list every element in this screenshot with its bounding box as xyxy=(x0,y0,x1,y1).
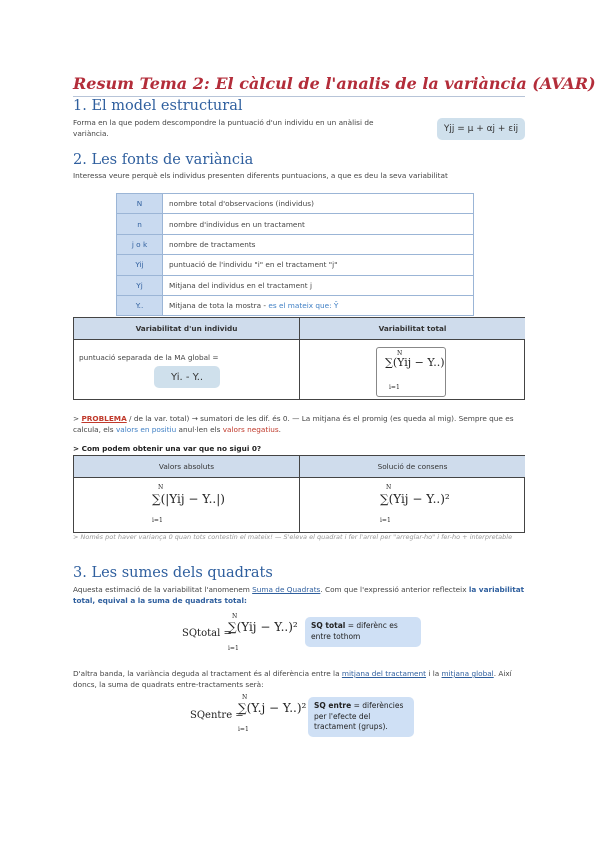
page-title: Resum Tema 2: El càlcul de l'analis de la variància (AVAR) xyxy=(73,74,596,93)
section3-paragraph1 xyxy=(73,584,525,606)
col-header-absolute: Valors absoluts xyxy=(74,456,299,478)
sq-entre-label: SQentre = xyxy=(190,710,244,721)
sum-upper-limit: N xyxy=(158,484,164,491)
meaning-cell: Mitjana del individus en el tractament j xyxy=(163,275,474,295)
sum-lower-limit: i=1 xyxy=(228,645,239,652)
sq-total-note xyxy=(305,617,421,647)
sum-lower-limit: i=1 xyxy=(380,517,391,524)
symbol-cell: Y.. xyxy=(117,295,163,315)
individual-text: puntuació separada de la MA global = xyxy=(79,353,219,362)
section2-heading: 2. Les fonts de variància xyxy=(73,152,254,168)
meaning-cell: nombre total d'observacions (individus) xyxy=(163,194,474,214)
symbol-cell: N xyxy=(117,194,163,214)
meaning-text: Mitjana de tota la mostra - xyxy=(169,301,269,311)
sum-of-squares-link[interactable]: Suma de Quadrats xyxy=(252,585,321,594)
problem-prefix: > xyxy=(73,414,82,423)
problem-word: PROBLEMA xyxy=(81,414,127,423)
sq-entre-formula: ∑(Y.j − Y..)² xyxy=(238,701,307,715)
table-row xyxy=(117,214,474,234)
sum-lower-limit: i=1 xyxy=(152,517,163,524)
positive-values: valors en positiu xyxy=(115,425,177,434)
negative-values: valors negatius xyxy=(222,425,279,434)
symbol-cell: Yij xyxy=(117,255,163,275)
col-header-consensus: Solució de consens xyxy=(300,456,525,478)
problem-text2: anul·len els xyxy=(176,425,223,434)
table-row xyxy=(117,234,474,254)
note-text: = diferències per l'efecte del tractament (grups). xyxy=(314,701,404,731)
sum-lower-limit: i=1 xyxy=(238,726,249,733)
treatment-mean-link[interactable]: mitjana del tractament xyxy=(341,669,427,678)
question-text: > Com podem obtenir una var que no sigui 0? xyxy=(73,444,262,453)
meaning-cell xyxy=(163,295,474,315)
definitions-table xyxy=(116,193,474,316)
p2-text-b: i la xyxy=(426,669,442,678)
column-divider xyxy=(299,318,300,399)
consensus-formula: ∑(Yij − Y..)² xyxy=(380,492,450,506)
symbol-cell: j o k xyxy=(117,234,163,254)
absolute-values-formula: ∑(|Yij − Y..|) xyxy=(152,492,225,506)
meaning-cell: nombre de tractaments xyxy=(163,234,474,254)
total-formula-box xyxy=(376,347,446,397)
solutions-table xyxy=(73,455,525,533)
note-text: = diferènc es entre tothom xyxy=(311,621,398,641)
p2-text-a: D'altra banda, la variància deguda al tractament és al diferència entre la xyxy=(73,669,342,678)
note-bold: SQ entre xyxy=(314,701,352,710)
symbol-cell: Yj xyxy=(117,275,163,295)
problem-text1: de la var. total) → sumatori de les dif. és 0. — La mitjana és el promig (es queda al mig). Sempre que es calcula, els xyxy=(73,414,514,434)
structural-model-formula: Yjj = μ + αj + εij xyxy=(437,118,525,140)
sum-lower-limit: i=1 xyxy=(389,384,400,391)
table-row xyxy=(117,194,474,214)
problem-paragraph xyxy=(73,413,525,435)
col-header-total: Variabilitat total xyxy=(300,318,525,340)
section3-paragraph2 xyxy=(73,668,525,690)
column-divider xyxy=(299,456,300,532)
sq-total-formula: ∑(Yij − Y..)² xyxy=(228,620,298,634)
sq-entre-note xyxy=(308,697,414,737)
p1-text-a: Aquesta estimació de la variabilitat l'anomenem xyxy=(73,585,253,594)
sq-total-label: SQtotal = xyxy=(182,628,232,639)
note-bold: SQ total xyxy=(311,621,346,630)
table-row xyxy=(117,255,474,275)
meaning-highlight: es el mateix que: Ȳ xyxy=(268,301,339,311)
sum-upper-limit: N xyxy=(232,613,238,620)
p2-text-c: . Així doncs, la suma de quadrats entre-tractaments serà: xyxy=(73,669,512,689)
footnote: > Només pot haver variança 0 quan tots contestin el mateix! — S'eleva el quadrat i fer l'arrel per "arreglar-ho" i fer-ho + interpretable xyxy=(73,533,513,541)
problem-slash: / xyxy=(126,414,134,423)
p1-bold: la variabilitat total, equival a la suma de quadrats total: xyxy=(73,585,525,605)
p1-text-b: . Com que l'expressió anterior reflecteix xyxy=(320,585,469,594)
col-header-individual: Variabilitat d'un individu xyxy=(74,318,299,340)
problem-end: . xyxy=(278,425,281,434)
sum-upper-limit: N xyxy=(242,694,248,701)
sum-upper-limit: N xyxy=(397,350,403,357)
section1-heading: 1. El model estructural xyxy=(73,98,243,114)
symbol-cell: n xyxy=(117,214,163,234)
table-row xyxy=(117,275,474,295)
meaning-cell: puntuació de l'individu "i" en el tractament "j" xyxy=(163,255,474,275)
variability-table xyxy=(73,317,525,400)
total-variability-formula: ∑(Yij − Y..) xyxy=(385,356,445,369)
table-row xyxy=(117,295,474,315)
section1-text: Forma en la que podem descompondre la puntuació d'un individu en un anàlisi de variància. xyxy=(73,118,374,138)
meaning-cell: nombre d'individus en un tractament xyxy=(163,214,474,234)
sum-upper-limit: N xyxy=(386,484,392,491)
section3-heading: 3. Les sumes dels quadrats xyxy=(73,565,273,581)
individual-formula: Yi. - Y.. xyxy=(154,366,220,388)
title-divider xyxy=(73,96,525,97)
section2-intro: Interessa veure perquè els individus presenten diferents puntuacions, a que es deu la seva variabilitat xyxy=(73,171,448,180)
global-mean-link[interactable]: mitjana global xyxy=(441,669,494,678)
